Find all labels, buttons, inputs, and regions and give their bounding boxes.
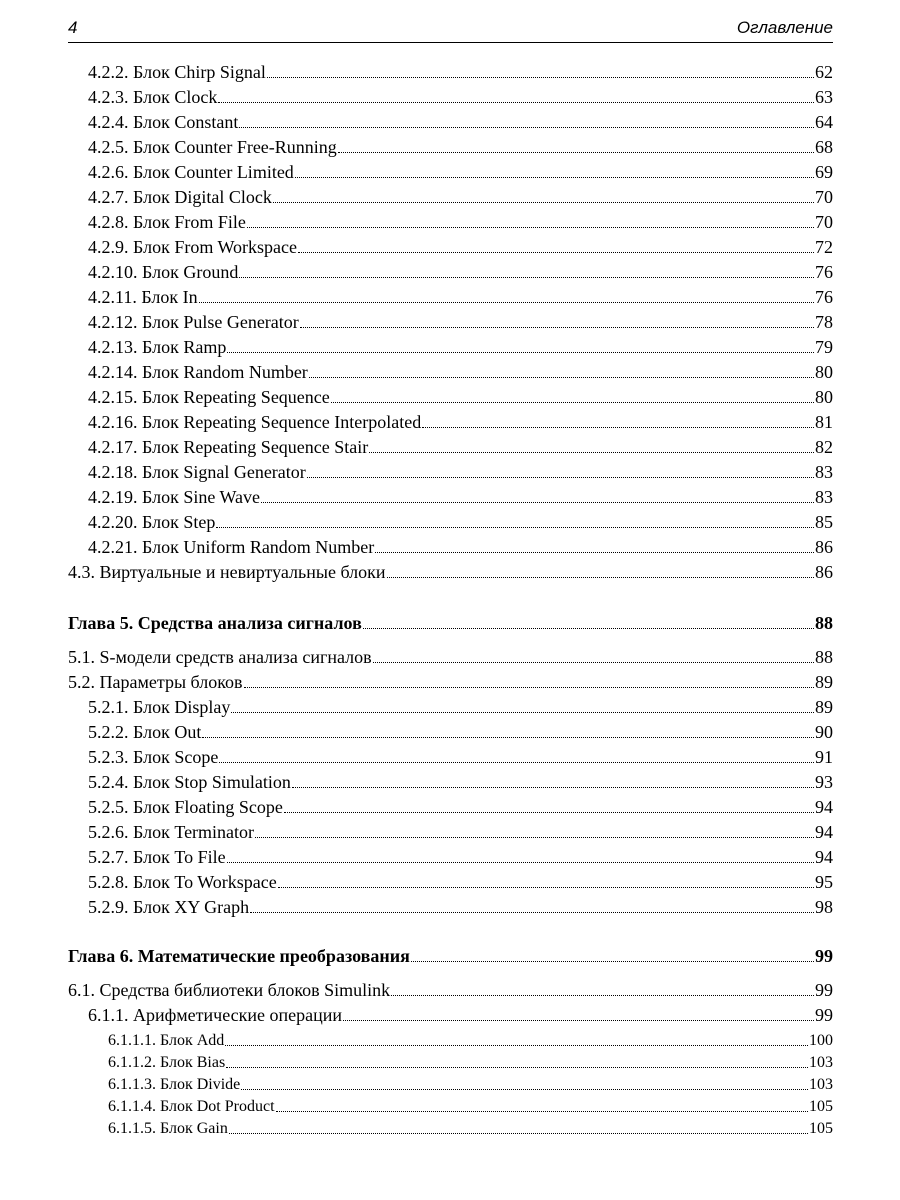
toc-entry[interactable] xyxy=(108,1054,833,1072)
toc-entry-page: 88 xyxy=(815,613,833,633)
toc-entry-page: 72 xyxy=(815,237,833,257)
toc-entry-page: 78 xyxy=(815,312,833,332)
dot-leader xyxy=(229,1133,808,1134)
toc-entry[interactable] xyxy=(108,1032,833,1050)
toc-entry[interactable] xyxy=(88,462,833,483)
toc-entry[interactable] xyxy=(88,112,833,133)
toc-entry-title: 4.2.3. Блок Clock xyxy=(88,87,218,107)
dot-leader xyxy=(226,1067,808,1068)
toc-entry[interactable] xyxy=(108,1120,833,1138)
toc-entry-title: 6.1.1.1. Блок Add xyxy=(108,1032,225,1049)
toc-entry-title: 4.2.21. Блок Uniform Random Number xyxy=(88,537,375,557)
toc-entry[interactable] xyxy=(88,797,833,818)
toc-entry[interactable] xyxy=(88,262,833,283)
page-number: 4 xyxy=(68,18,78,37)
toc-entry-page: 103 xyxy=(809,1076,833,1093)
toc-entry[interactable] xyxy=(68,980,833,1001)
toc-entry-page: 105 xyxy=(809,1120,833,1137)
dot-leader xyxy=(298,252,814,253)
dot-leader xyxy=(411,961,814,962)
toc-entry-page: 81 xyxy=(815,412,833,432)
toc-entry[interactable] xyxy=(88,137,833,158)
dot-leader xyxy=(343,1020,814,1021)
toc-entry-page: 105 xyxy=(809,1098,833,1115)
dot-leader xyxy=(239,127,814,128)
toc-entry-page: 82 xyxy=(815,437,833,457)
dot-leader xyxy=(219,762,814,763)
toc-entry[interactable] xyxy=(88,237,833,258)
toc-entry-title: 5.2.2. Блок Out xyxy=(88,722,202,742)
dot-leader xyxy=(216,527,814,528)
dot-leader xyxy=(292,787,814,788)
dot-leader xyxy=(261,502,814,503)
dot-leader xyxy=(255,837,814,838)
toc-entry-title: 6.1.1.2. Блок Bias xyxy=(108,1054,226,1071)
toc-entry-page: 76 xyxy=(815,262,833,282)
dot-leader xyxy=(227,352,814,353)
toc-entry-title: 5.2.8. Блок To Workspace xyxy=(88,872,277,892)
toc-entry-page: 88 xyxy=(815,647,833,667)
toc-entry-title: 5.2.7. Блок To File xyxy=(88,847,226,867)
toc-entry-page: 94 xyxy=(815,847,833,867)
dot-leader xyxy=(422,427,814,428)
dot-leader xyxy=(276,1111,808,1112)
dot-leader xyxy=(239,277,814,278)
toc-entry-title: 6.1. Средства библиотеки блоков Simulink xyxy=(68,980,391,1000)
toc-entry-title: 4.2.17. Блок Repeating Sequence Stair xyxy=(88,437,369,457)
dot-leader xyxy=(300,327,814,328)
toc-entry[interactable] xyxy=(88,412,833,433)
toc-entry[interactable] xyxy=(88,287,833,308)
page-header xyxy=(68,16,833,43)
dot-leader xyxy=(227,862,814,863)
toc-entry-title: 5.2.3. Блок Scope xyxy=(88,747,219,767)
toc-entry-title: 4.2.7. Блок Digital Clock xyxy=(88,187,272,207)
toc-entry-page: 94 xyxy=(815,822,833,842)
toc-entry-title: 4.2.5. Блок Counter Free-Running xyxy=(88,137,337,157)
toc-entry[interactable] xyxy=(88,437,833,458)
dot-leader xyxy=(225,1045,808,1046)
toc-entry-title: 5.2.5. Блок Floating Scope xyxy=(88,797,283,817)
toc-entry[interactable] xyxy=(88,747,833,768)
toc-entry-title: 5.2.6. Блок Terminator xyxy=(88,822,255,842)
dot-leader xyxy=(231,712,814,713)
toc-entry-title: 6.1.1.5. Блок Gain xyxy=(108,1120,228,1137)
dot-leader xyxy=(391,995,814,996)
dot-leader xyxy=(247,227,814,228)
toc-entry[interactable] xyxy=(68,562,833,583)
toc-entry-page: 85 xyxy=(815,512,833,532)
toc-entry-page: 100 xyxy=(809,1032,833,1049)
toc-entry-page: 80 xyxy=(815,387,833,407)
toc-entry-page: 99 xyxy=(815,980,833,1000)
toc-entry-page: 86 xyxy=(815,562,833,582)
dot-leader xyxy=(273,202,814,203)
toc-entry[interactable] xyxy=(88,487,833,508)
toc-entry[interactable] xyxy=(88,162,833,183)
toc-entry[interactable] xyxy=(88,212,833,233)
toc-entry-title: 4.2.12. Блок Pulse Generator xyxy=(88,312,299,332)
toc-entry[interactable] xyxy=(88,897,833,918)
dot-leader xyxy=(218,102,814,103)
dot-leader xyxy=(241,1089,808,1090)
toc-entry-title: 5.2.9. Блок XY Graph xyxy=(88,897,250,917)
toc-entry[interactable] xyxy=(88,722,833,743)
toc-entry-page: 70 xyxy=(815,212,833,232)
dot-leader xyxy=(295,177,814,178)
toc-entry-page: 70 xyxy=(815,187,833,207)
toc-entry-page: 86 xyxy=(815,537,833,557)
toc-entry-title: 5.1. S-модели средств анализа сигналов xyxy=(68,647,372,667)
dot-leader xyxy=(373,662,814,663)
toc-entry-page: 79 xyxy=(815,337,833,357)
toc-entry-title: 4.2.2. Блок Chirp Signal xyxy=(88,62,266,82)
toc-entry-page: 83 xyxy=(815,462,833,482)
toc-entry-page: 63 xyxy=(815,87,833,107)
toc-entry-title: 4.2.20. Блок Step xyxy=(88,512,216,532)
toc-entry-page: 64 xyxy=(815,112,833,132)
toc-entry-page: 89 xyxy=(815,672,833,692)
dot-leader xyxy=(369,452,814,453)
toc-entry[interactable] xyxy=(68,647,833,668)
toc-entry-title: 4.2.8. Блок From File xyxy=(88,212,246,232)
dot-leader xyxy=(250,912,814,913)
toc-entry-title: 4.2.6. Блок Counter Limited xyxy=(88,162,294,182)
toc-entry-title: 4.2.4. Блок Constant xyxy=(88,112,239,132)
toc-entry-title: 4.2.11. Блок In xyxy=(88,287,198,307)
toc-entry-title: Глава 6. Математические преобразования xyxy=(68,946,410,966)
toc-entry-title: 6.1.1.4. Блок Dot Product xyxy=(108,1098,275,1115)
toc-entry-title: 4.2.15. Блок Repeating Sequence xyxy=(88,387,330,407)
toc-entry-title: Глава 5. Средства анализа сигналов xyxy=(68,613,362,633)
toc-entry-page: 83 xyxy=(815,487,833,507)
dot-leader xyxy=(202,737,814,738)
toc-entry-page: 99 xyxy=(815,1005,833,1025)
toc-entry-title: 5.2. Параметры блоков xyxy=(68,672,243,692)
toc-entry-page: 80 xyxy=(815,362,833,382)
toc-entry-title: 4.2.19. Блок Sine Wave xyxy=(88,487,261,507)
toc-entry-title: 6.1.1.3. Блок Divide xyxy=(108,1076,241,1093)
running-title: Оглавление xyxy=(736,18,833,37)
toc-entry-title: 4.2.18. Блок Signal Generator xyxy=(88,462,306,482)
toc-entry[interactable] xyxy=(88,1005,833,1026)
toc-entry[interactable] xyxy=(88,872,833,893)
toc-entry-title: 4.2.10. Блок Ground xyxy=(88,262,239,282)
toc-entry-title: 4.2.16. Блок Repeating Sequence Interpolated xyxy=(88,412,422,432)
toc-entry-title: 4.2.14. Блок Random Number xyxy=(88,362,308,382)
toc-entry[interactable] xyxy=(68,672,833,693)
toc-entry-title: 4.2.9. Блок From Workspace xyxy=(88,237,298,257)
toc-entry-title: 6.1.1. Арифметические операции xyxy=(88,1005,343,1025)
toc-entry-page: 68 xyxy=(815,137,833,157)
toc-entry-title: 4.2.13. Блок Ramp xyxy=(88,337,227,357)
toc-entry[interactable] xyxy=(88,537,833,558)
toc-entry-page: 89 xyxy=(815,697,833,717)
toc-entry[interactable] xyxy=(88,772,833,793)
toc-entry[interactable] xyxy=(88,362,833,383)
toc-entry-page: 99 xyxy=(815,946,833,966)
dot-leader xyxy=(267,77,814,78)
toc-entry-title: 5.2.1. Блок Display xyxy=(88,697,231,717)
toc-entry[interactable] xyxy=(88,312,833,333)
dot-leader xyxy=(375,552,814,553)
dot-leader xyxy=(338,152,814,153)
toc-entry[interactable] xyxy=(88,337,833,358)
dot-leader xyxy=(309,377,814,378)
toc-entry-page: 103 xyxy=(809,1054,833,1071)
toc-entry-page: 76 xyxy=(815,287,833,307)
dot-leader xyxy=(307,477,814,478)
toc-entry-title: 4.3. Виртуальные и невиртуальные блоки xyxy=(68,562,386,582)
dot-leader xyxy=(387,577,814,578)
toc-entry-page: 93 xyxy=(815,772,833,792)
dot-leader xyxy=(278,887,814,888)
toc-entry[interactable] xyxy=(88,512,833,533)
toc-entry-page: 94 xyxy=(815,797,833,817)
toc-entry-page: 62 xyxy=(815,62,833,82)
toc-entry[interactable] xyxy=(88,62,833,83)
toc-entry-page: 98 xyxy=(815,897,833,917)
toc-entry[interactable] xyxy=(88,847,833,868)
dot-leader xyxy=(284,812,814,813)
dot-leader xyxy=(331,402,814,403)
toc-entry[interactable] xyxy=(88,187,833,208)
toc-entry-title: 5.2.4. Блок Stop Simulation xyxy=(88,772,291,792)
toc-entry-page: 90 xyxy=(815,722,833,742)
dot-leader xyxy=(363,628,814,629)
toc-entry[interactable] xyxy=(88,87,833,108)
toc-entry-page: 69 xyxy=(815,162,833,182)
toc-entry[interactable] xyxy=(108,1076,833,1094)
toc-entry[interactable] xyxy=(88,697,833,718)
toc-entry-page: 91 xyxy=(815,747,833,767)
toc-chapter-entry[interactable] xyxy=(68,946,833,967)
toc-entry[interactable] xyxy=(88,822,833,843)
toc-chapter-entry[interactable] xyxy=(68,613,833,634)
toc-entry-page: 95 xyxy=(815,872,833,892)
toc-entry[interactable] xyxy=(108,1098,833,1116)
dot-leader xyxy=(199,302,814,303)
toc-entry[interactable] xyxy=(88,387,833,408)
dot-leader xyxy=(244,687,814,688)
